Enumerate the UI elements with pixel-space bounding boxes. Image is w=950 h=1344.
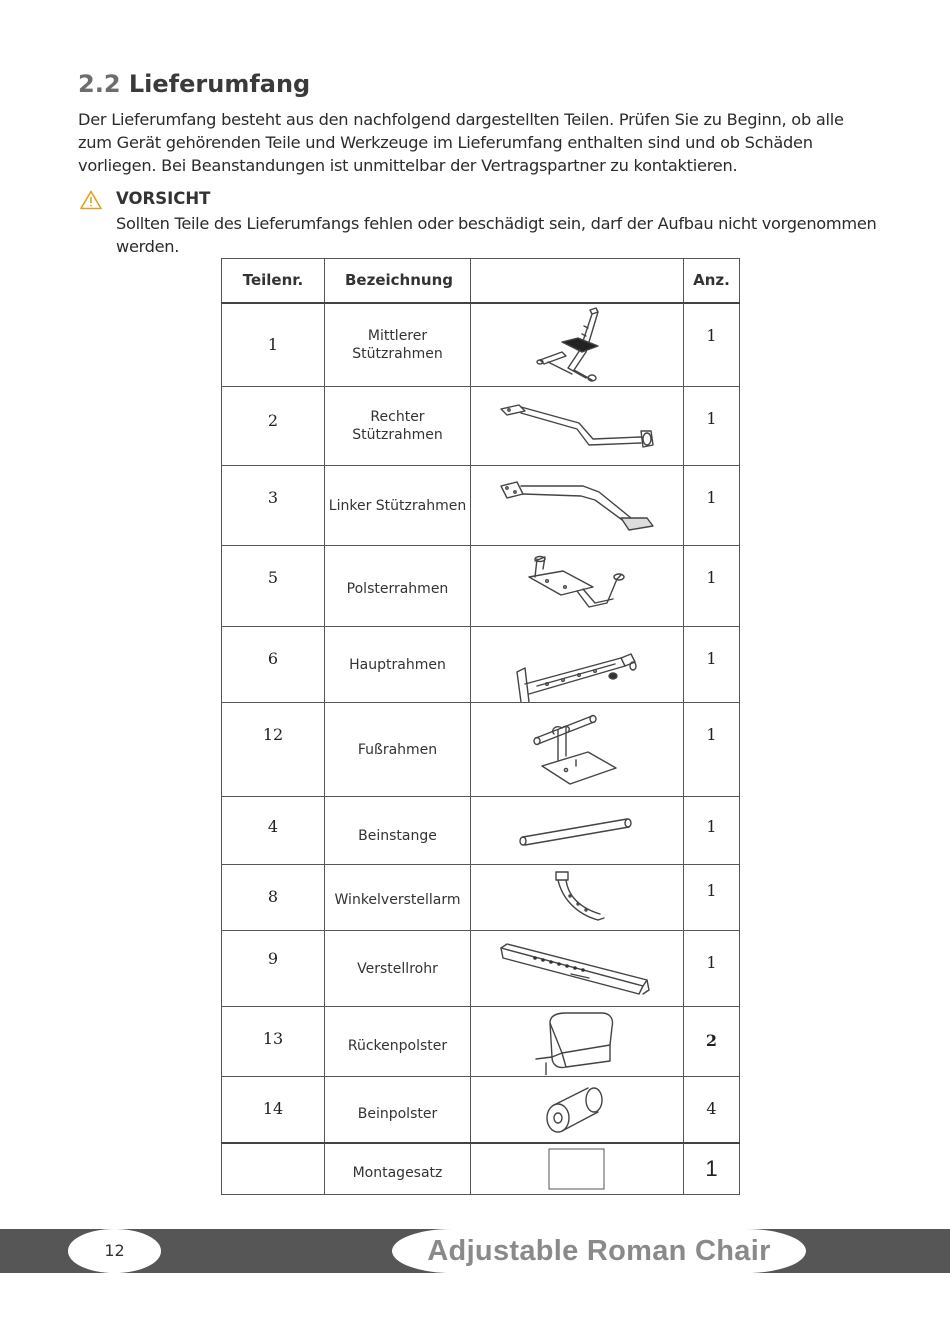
table-row [222, 546, 740, 627]
header-description: Bezeichnung [325, 259, 471, 303]
table-header-row [222, 259, 740, 303]
leg-bar-illustration [517, 813, 637, 849]
part-quantity: 1 [684, 466, 740, 546]
table-row [222, 1007, 740, 1077]
section-number: 2.2 [78, 70, 121, 98]
part-name: Winkelverstellarm [325, 865, 471, 931]
part-image-cell [471, 387, 684, 466]
table-row [222, 865, 740, 931]
pad-frame-illustration [517, 553, 637, 619]
part-name: Beinpolster [325, 1077, 471, 1143]
part-name: Hauptrahmen [325, 627, 471, 703]
part-number: 8 [222, 865, 325, 931]
warning-title: VORSICHT [116, 189, 211, 208]
part-image-cell [471, 797, 684, 865]
page-number: 12 [68, 1229, 161, 1273]
part-name: Montagesatz [325, 1143, 471, 1195]
part-number: 1 [222, 303, 325, 387]
part-image-cell [471, 865, 684, 931]
part-quantity: 1 [684, 546, 740, 627]
leg-pad-illustration [542, 1080, 612, 1138]
intro-paragraph: Der Lieferumfang besteht aus den nachfolgend dargestellten Teilen. Prüfen Sie zu Beginn, ob alle zum Gerät gehörenden Teile und Werkzeuge im Lieferumfang enthalten sind und ob Schäden vorliegen. Bei Beanstandungen ist unmittelbar der Vertragspartner zu kontaktieren. [78, 110, 844, 175]
table-row [222, 387, 740, 466]
part-image-cell [471, 1007, 684, 1077]
part-name: Mittlerer Stützrahmen [325, 303, 471, 387]
table-row [222, 1077, 740, 1143]
part-quantity: 1 [684, 703, 740, 797]
table-row [222, 303, 740, 387]
part-number: 4 [222, 797, 325, 865]
part-number [222, 1143, 325, 1195]
part-quantity: 1 [684, 387, 740, 466]
part-image-cell [471, 931, 684, 1007]
part-image-cell [471, 546, 684, 627]
part-number: 13 [222, 1007, 325, 1077]
section-title: Lieferumfang [128, 70, 311, 98]
header-image [471, 259, 684, 303]
main-frame-illustration [507, 644, 647, 702]
part-quantity: 1 [684, 931, 740, 1007]
warning-text: Sollten Teile des Lieferumfangs fehlen oder beschädigt sein, darf der Aufbau nicht vorgenommen werden. [116, 214, 877, 256]
assembly-kit-box-illustration [548, 1148, 606, 1190]
adjustment-tube-illustration [497, 940, 657, 998]
part-name: Verstellrohr [325, 931, 471, 1007]
part-number: 3 [222, 466, 325, 546]
part-number: 12 [222, 703, 325, 797]
part-name: Rückenpolster [325, 1007, 471, 1077]
part-number: 5 [222, 546, 325, 627]
part-number: 9 [222, 931, 325, 1007]
back-pad-illustration [532, 1009, 622, 1075]
table-row [222, 466, 740, 546]
part-image-cell [471, 303, 684, 387]
part-image-cell [471, 627, 684, 703]
part-quantity: 1 [684, 303, 740, 387]
header-part-number: Teilenr. [222, 259, 325, 303]
foot-frame-illustration [532, 710, 622, 790]
table-row [222, 1143, 740, 1195]
section-heading [78, 70, 310, 98]
table-row [222, 797, 740, 865]
part-quantity: 1 [684, 797, 740, 865]
right-support-frame-illustration [497, 401, 657, 451]
part-image-cell [471, 1143, 684, 1195]
part-name: Fußrahmen [325, 703, 471, 797]
part-number: 6 [222, 627, 325, 703]
warning-triangle-icon [80, 190, 102, 210]
angle-adjuster-arm-illustration [542, 868, 612, 928]
part-name: Beinstange [325, 797, 471, 865]
part-image-cell [471, 703, 684, 797]
part-quantity: 1 [684, 1143, 740, 1195]
middle-support-frame-illustration [532, 306, 622, 384]
header-quantity: Anz. [684, 259, 740, 303]
part-quantity: 1 [684, 865, 740, 931]
part-quantity: 2 [684, 1007, 740, 1077]
table-row [222, 627, 740, 703]
part-image-cell [471, 466, 684, 546]
part-number: 14 [222, 1077, 325, 1143]
table-row [222, 703, 740, 797]
part-quantity: 4 [684, 1077, 740, 1143]
part-quantity: 1 [684, 627, 740, 703]
part-name: Rechter Stützrahmen [325, 387, 471, 466]
part-name: Polsterrahmen [325, 546, 471, 627]
part-name: Linker Stützrahmen [325, 466, 471, 546]
parts-table [221, 258, 740, 1195]
left-support-frame-illustration [497, 478, 657, 534]
part-image-cell [471, 1077, 684, 1143]
part-number: 2 [222, 387, 325, 466]
footer-title: Adjustable Roman Chair [392, 1229, 806, 1273]
table-row [222, 931, 740, 1007]
